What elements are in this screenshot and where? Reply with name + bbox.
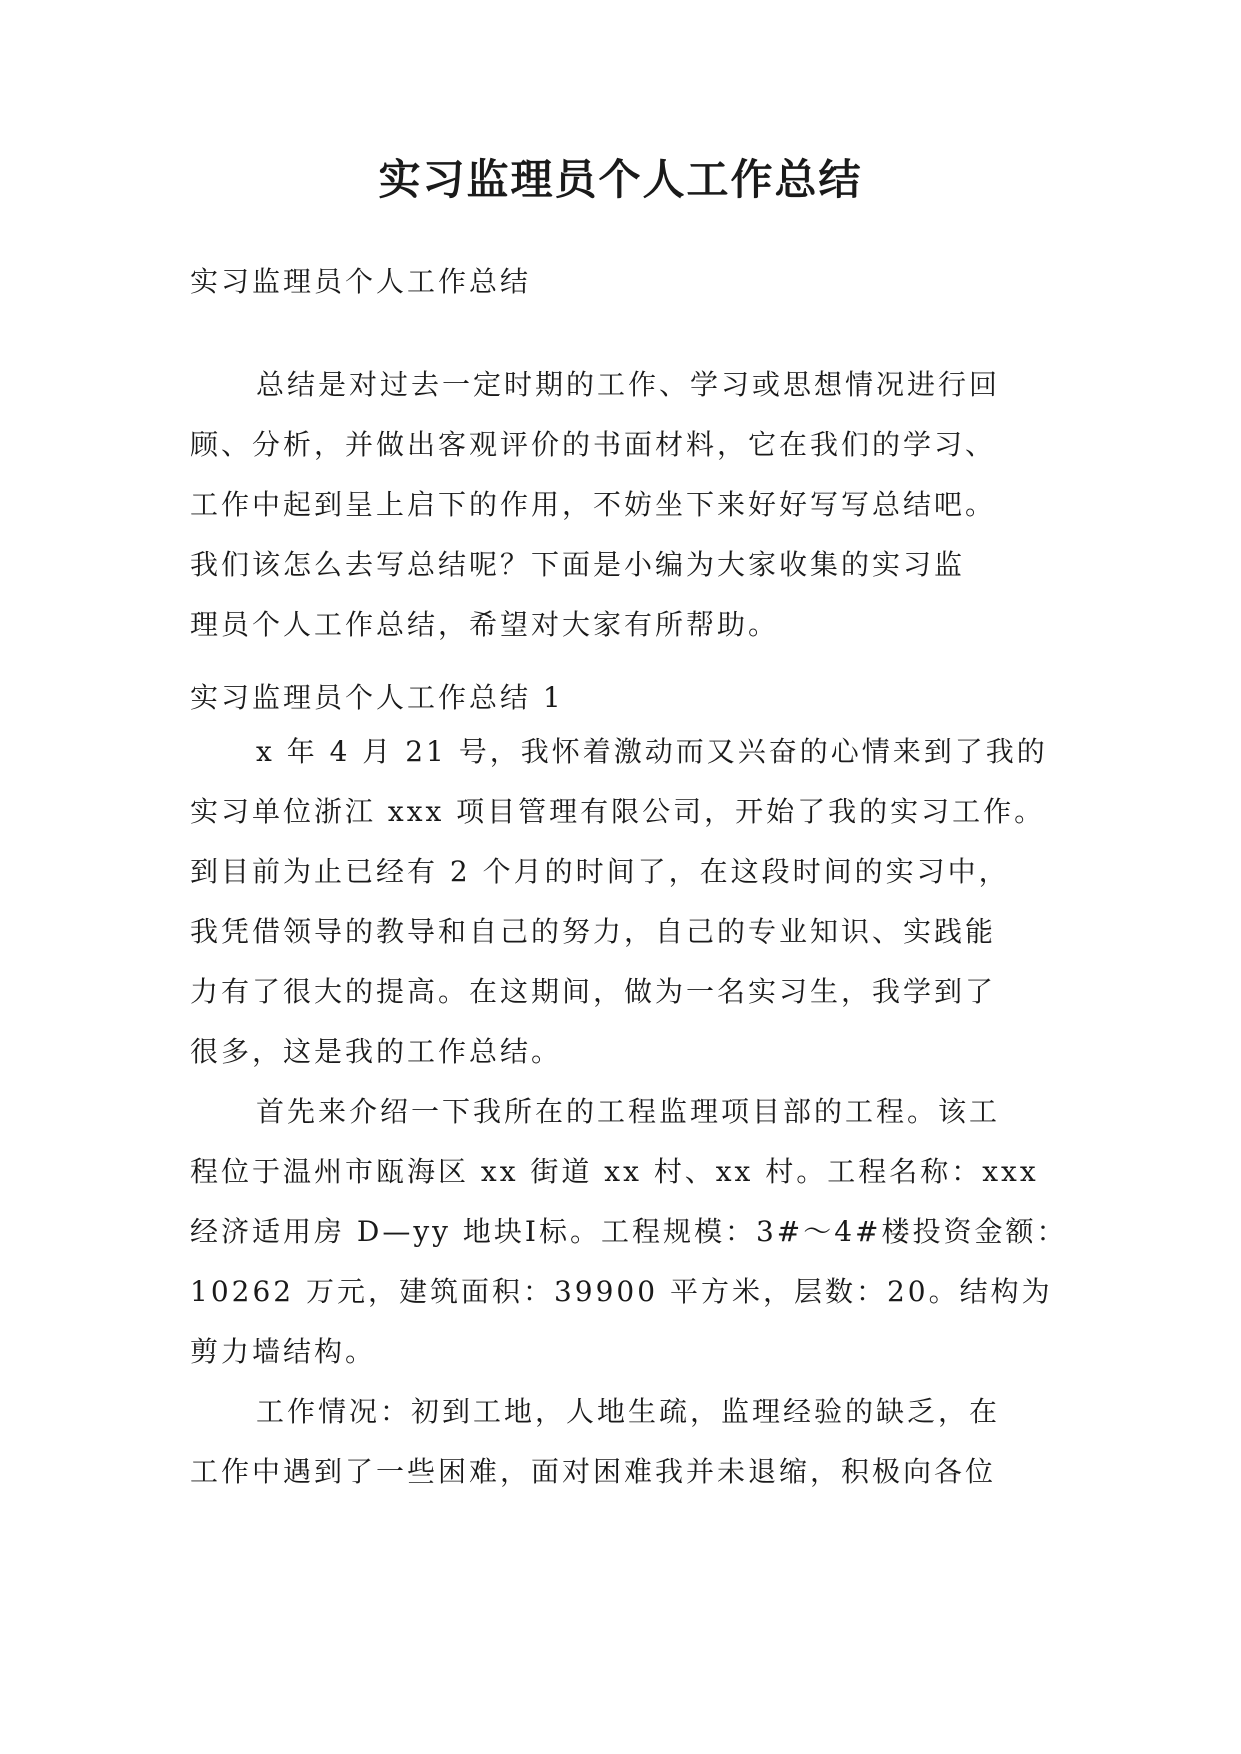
body-paragraph-2 [190, 1082, 1070, 1382]
intro-line: 总结是对过去一定时期的工作、学习或思想情况进行回 [256, 368, 1001, 401]
section-heading: 实习监理员个人工作总结 1 [190, 681, 564, 714]
paragraph-line: 实习单位浙江 xxx 项目管理有限公司，开始了我的实习工作。 [190, 795, 1046, 828]
paragraph-line: 首先来介绍一下我所在的工程监理项目部的工程。该工 [256, 1095, 1001, 1128]
body-paragraph-3 [190, 1382, 1070, 1502]
intro-paragraph [190, 355, 1070, 655]
document-title: 实习监理员个人工作总结 [378, 155, 863, 204]
paragraph-line: x 年 4 月 21 号，我怀着激动而又兴奋的心情来到了我的 [256, 735, 1048, 768]
intro-line: 工作中起到呈上启下的作用，不妨坐下来好好写写总结吧。 [190, 488, 997, 521]
intro-line: 理员个人工作总结，希望对大家有所帮助。 [190, 608, 780, 641]
paragraph-line: 很多，这是我的工作总结。 [190, 1035, 563, 1068]
paragraph-line: 经济适用房 D—yy 地块Ⅰ标。工程规模：3#～4#楼投资金额： [190, 1215, 1068, 1248]
paragraph-line: 程位于温州市瓯海区 xx 街道 xx 村、xx 村。工程名称：xxx [190, 1155, 1039, 1188]
paragraph-line: 剪力墙结构。 [190, 1335, 377, 1368]
paragraph-line: 10262 万元，建筑面积：39900 平方米，层数：20。结构为 [190, 1275, 1053, 1308]
paragraph-line: 我凭借领导的教导和自己的努力，自己的专业知识、实践能 [190, 915, 997, 948]
paragraph-line: 工作中遇到了一些困难，面对困难我并未退缩，积极向各位 [190, 1455, 997, 1488]
paragraph-line: 到目前为止已经有 2 个月的时间了，在这段时间的实习中， [190, 855, 1010, 888]
document-subtitle: 实习监理员个人工作总结 [190, 265, 532, 298]
paragraph-line: 工作情况：初到工地，人地生疏，监理经验的缺乏，在 [256, 1395, 1001, 1428]
body-paragraph-1 [190, 722, 1070, 1082]
intro-line: 我们该怎么去写总结呢？下面是小编为大家收集的实习监 [190, 548, 966, 581]
paragraph-line: 力有了很大的提高。在这期间，做为一名实习生，我学到了 [190, 975, 997, 1008]
intro-line: 顾、分析，并做出客观评价的书面材料，它在我们的学习、 [190, 428, 997, 461]
